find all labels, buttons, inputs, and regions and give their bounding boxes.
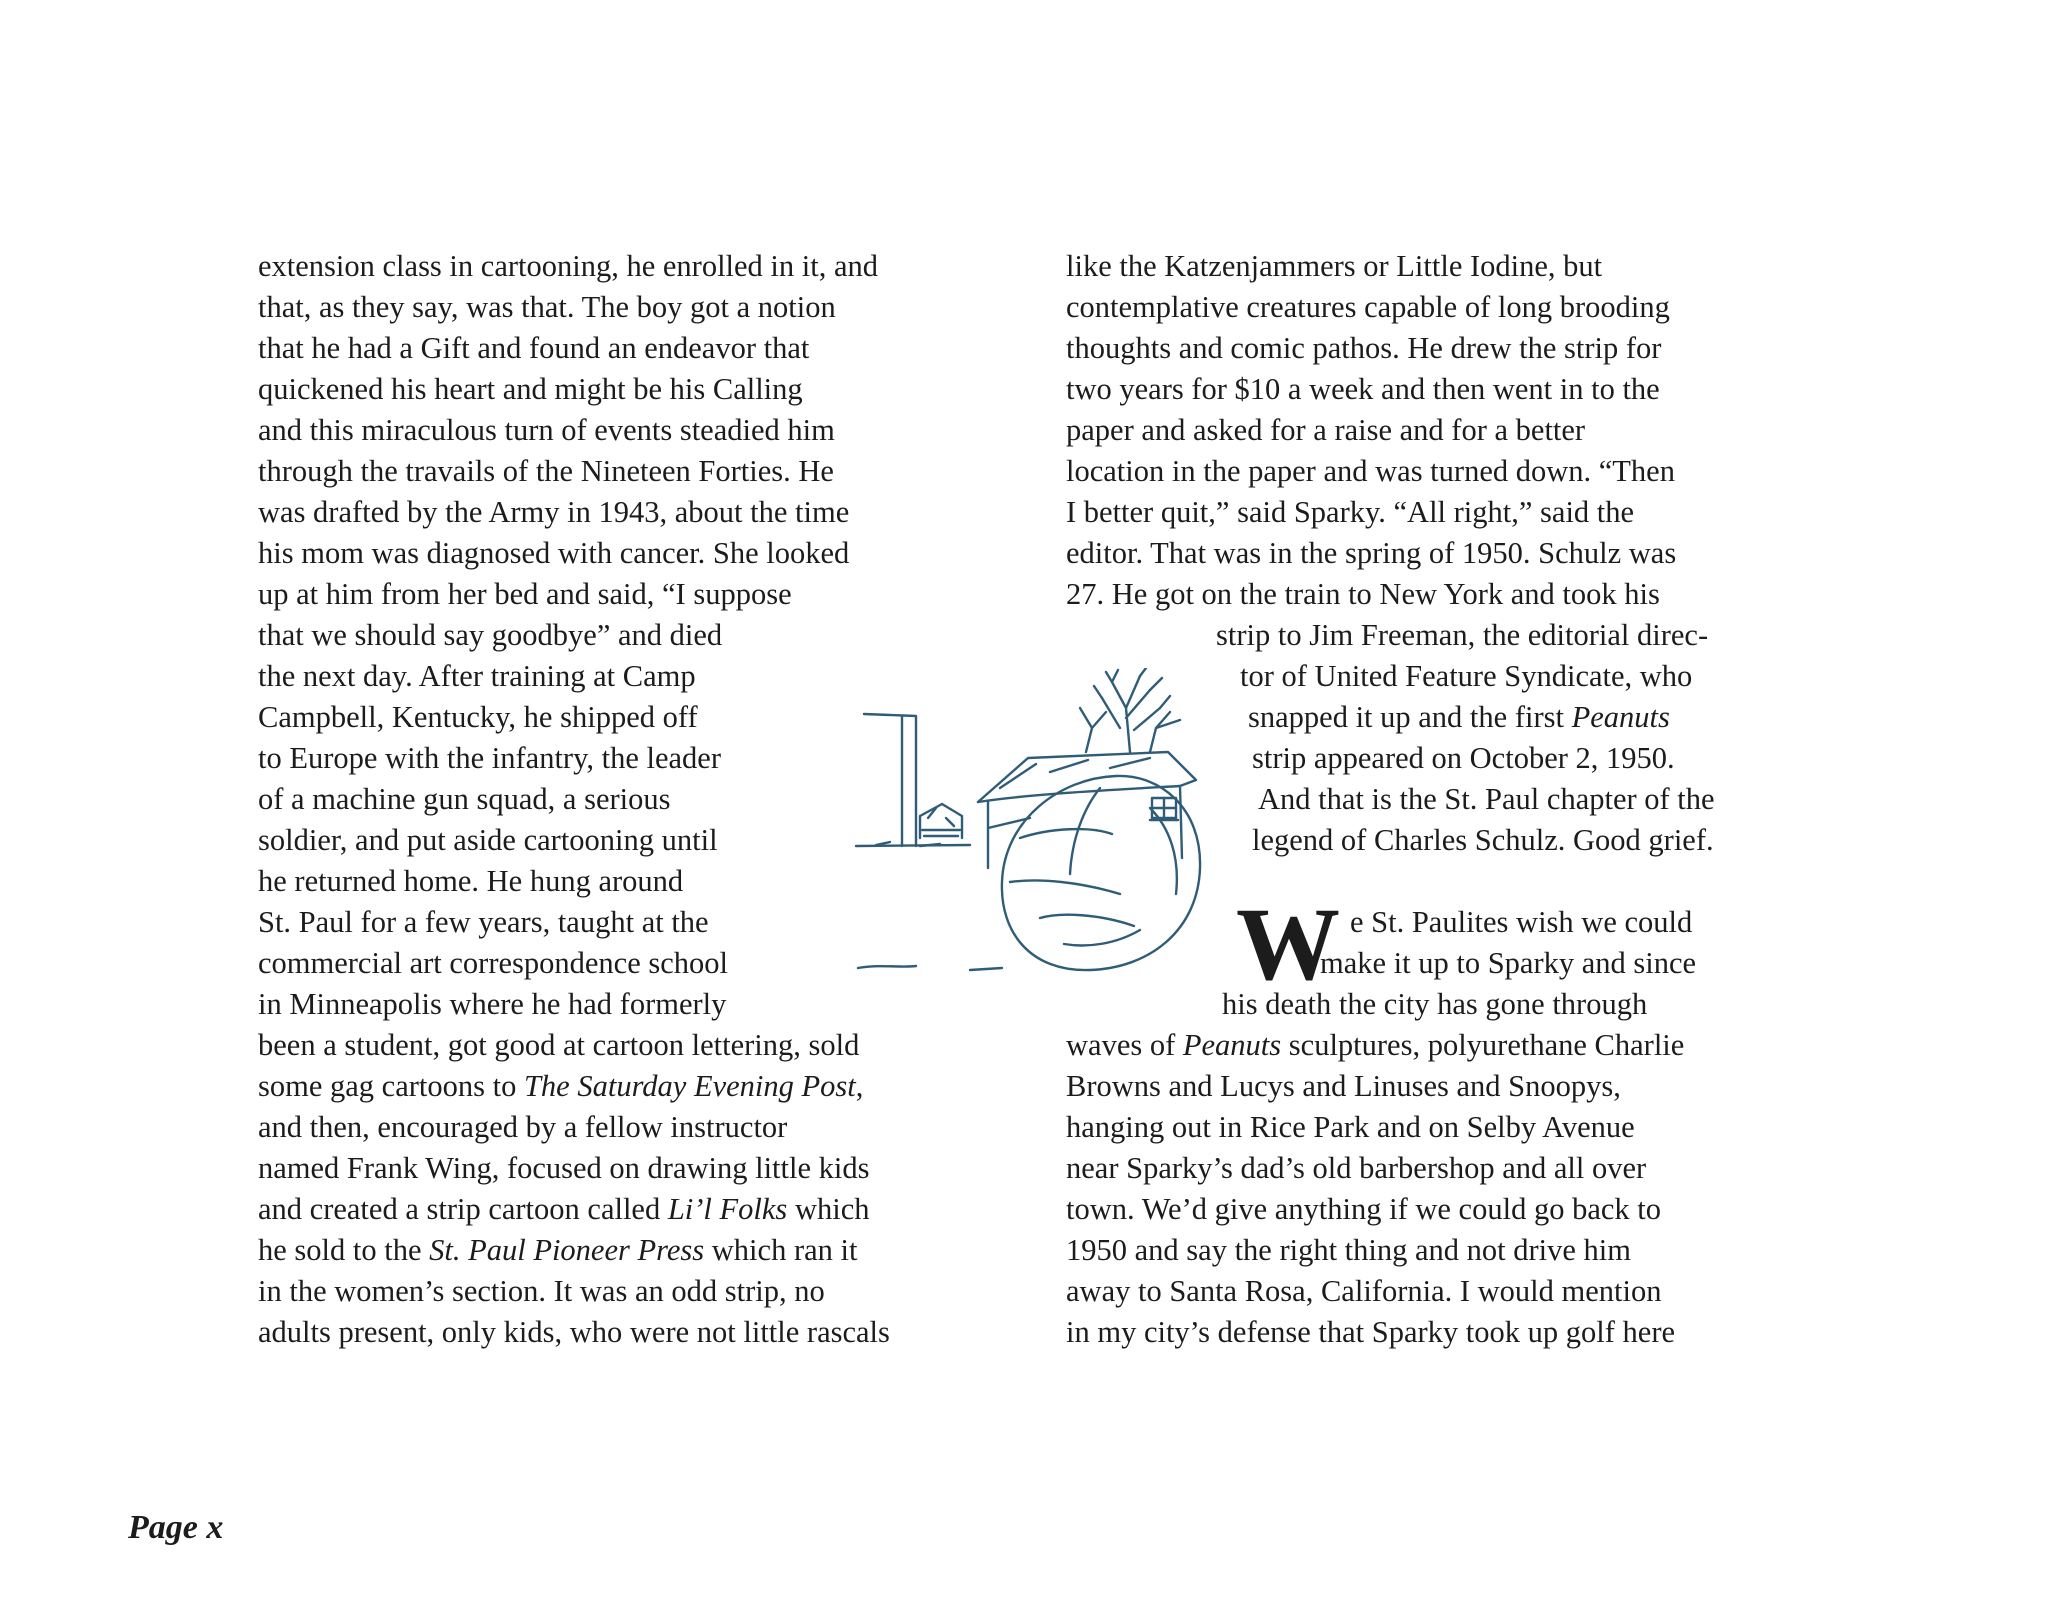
text-line: tor of United Feature Syndicate, who xyxy=(1240,659,1693,693)
text-line: named Frank Wing, focused on drawing little kids xyxy=(258,1151,870,1185)
text-line: near Sparky’s dad’s old barbershop and all over xyxy=(1066,1151,1647,1185)
text-line: and then, encouraged by a fellow instructor xyxy=(258,1110,788,1144)
text-line: e St. Paulites wish we could xyxy=(1350,905,1693,939)
text-line: been a student, got good at cartoon lettering, sold xyxy=(258,1028,860,1062)
italic-title: Peanuts xyxy=(1182,1028,1282,1062)
text-line: through the travails of the Nineteen Forties. He xyxy=(258,454,834,488)
text-line: away to Santa Rosa, California. I would mention xyxy=(1066,1274,1662,1308)
text-line: in the women’s section. It was an odd strip, no xyxy=(258,1274,825,1308)
text-line: Campbell, Kentucky, he shipped off xyxy=(258,700,698,734)
text-line: and this miraculous turn of events steadied him xyxy=(258,413,835,447)
text-line: 1950 and say the right thing and not drive him xyxy=(1066,1233,1632,1267)
text-line: editor. That was in the spring of 1950. Schulz was xyxy=(1066,536,1677,570)
text-line: his mom was diagnosed with cancer. She looked xyxy=(258,536,850,570)
text-line: legend of Charles Schulz. Good grief. xyxy=(1252,823,1714,857)
italic-title: Peanuts xyxy=(1571,700,1670,734)
text-line: that he had a Gift and found an endeavor that xyxy=(258,331,810,365)
text-line: commercial art correspondence school xyxy=(258,946,728,980)
text-line xyxy=(258,1066,1038,1107)
text-line: extension class in cartooning, he enrolled in it, and xyxy=(258,249,879,283)
text-line: Browns and Lucys and Linuses and Snoopys, xyxy=(1066,1069,1621,1103)
text-line: that we should say goodbye” and died xyxy=(258,618,723,652)
text-line: soldier, and put aside cartooning until xyxy=(258,823,718,857)
text-line: of a machine gun squad, a serious xyxy=(258,782,671,816)
text-line: up at him from her bed and said, “I suppose xyxy=(258,577,792,611)
text-run: which ran it xyxy=(704,1233,858,1267)
text-line: paper and asked for a raise and for a better xyxy=(1066,413,1586,447)
text-line xyxy=(258,1189,1038,1230)
text-line: to Europe with the infantry, the leader xyxy=(258,741,721,775)
text-line: I better quit,” said Sparky. “All right,” said the xyxy=(1066,495,1635,529)
text-line: in my city’s defense that Sparky took up golf here xyxy=(1066,1315,1676,1349)
text-line: location in the paper and was turned down. “Then xyxy=(1066,454,1675,488)
drop-cap: W xyxy=(1236,887,1340,1002)
text-run: , xyxy=(855,1069,864,1103)
text-line: strip appeared on October 2, 1950. xyxy=(1252,741,1675,775)
text-line: thoughts and comic pathos. He drew the strip for xyxy=(1066,331,1662,365)
text-line: was drafted by the Army in 1943, about the time xyxy=(258,495,850,529)
text-line: quickened his heart and might be his Calling xyxy=(258,372,803,406)
text-line: 27. He got on the train to New York and took his xyxy=(1066,577,1660,611)
text-run: sculptures, polyurethane Charlie xyxy=(1281,1028,1685,1062)
text-run: waves of xyxy=(1066,1028,1183,1062)
text-line: in Minneapolis where he had formerly xyxy=(258,987,727,1021)
text-line: his death the city has gone through xyxy=(1222,987,1648,1021)
text-line: that, as they say, was that. The boy got a notion xyxy=(258,290,836,324)
text-line: two years for $10 a week and then went in to the xyxy=(1066,372,1660,406)
text-line: contemplative creatures capable of long brooding xyxy=(1066,290,1670,324)
italic-title: St. Paul Pioneer Press xyxy=(429,1233,705,1267)
text-line: strip to Jim Freeman, the editorial direc- xyxy=(1216,618,1709,652)
page-number: Page x xyxy=(128,1509,224,1546)
text-run: which xyxy=(787,1192,870,1226)
text-line: he returned home. He hung around xyxy=(258,864,684,898)
text-line: hanging out in Rice Park and on Selby Avenue xyxy=(1066,1110,1635,1144)
text-line: adults present, only kids, who were not little rascals xyxy=(258,1315,890,1349)
text-line: town. We’d give anything if we could go back to xyxy=(1066,1192,1661,1226)
text-line: make it up to Sparky and since xyxy=(1320,946,1697,980)
italic-title: Li’l Folks xyxy=(667,1192,788,1226)
text-line: the next day. After training at Camp xyxy=(258,659,696,693)
text-line xyxy=(258,1230,1038,1271)
text-run: some gag cartoons to xyxy=(258,1069,524,1103)
text-run: and created a strip cartoon called xyxy=(258,1192,668,1226)
snowball-house-drawing-icon xyxy=(850,668,1210,1008)
text-run: he sold to the xyxy=(258,1233,430,1267)
text-line: like the Katzenjammers or Little Iodine, but xyxy=(1066,249,1603,283)
text-run: snapped it up and the first xyxy=(1248,700,1572,734)
text-line xyxy=(1066,1025,1846,1066)
text-line: And that is the St. Paul chapter of the xyxy=(1258,782,1715,816)
text-line: St. Paul for a few years, taught at the xyxy=(258,905,709,939)
italic-title: The Saturday Evening Post xyxy=(523,1069,856,1103)
